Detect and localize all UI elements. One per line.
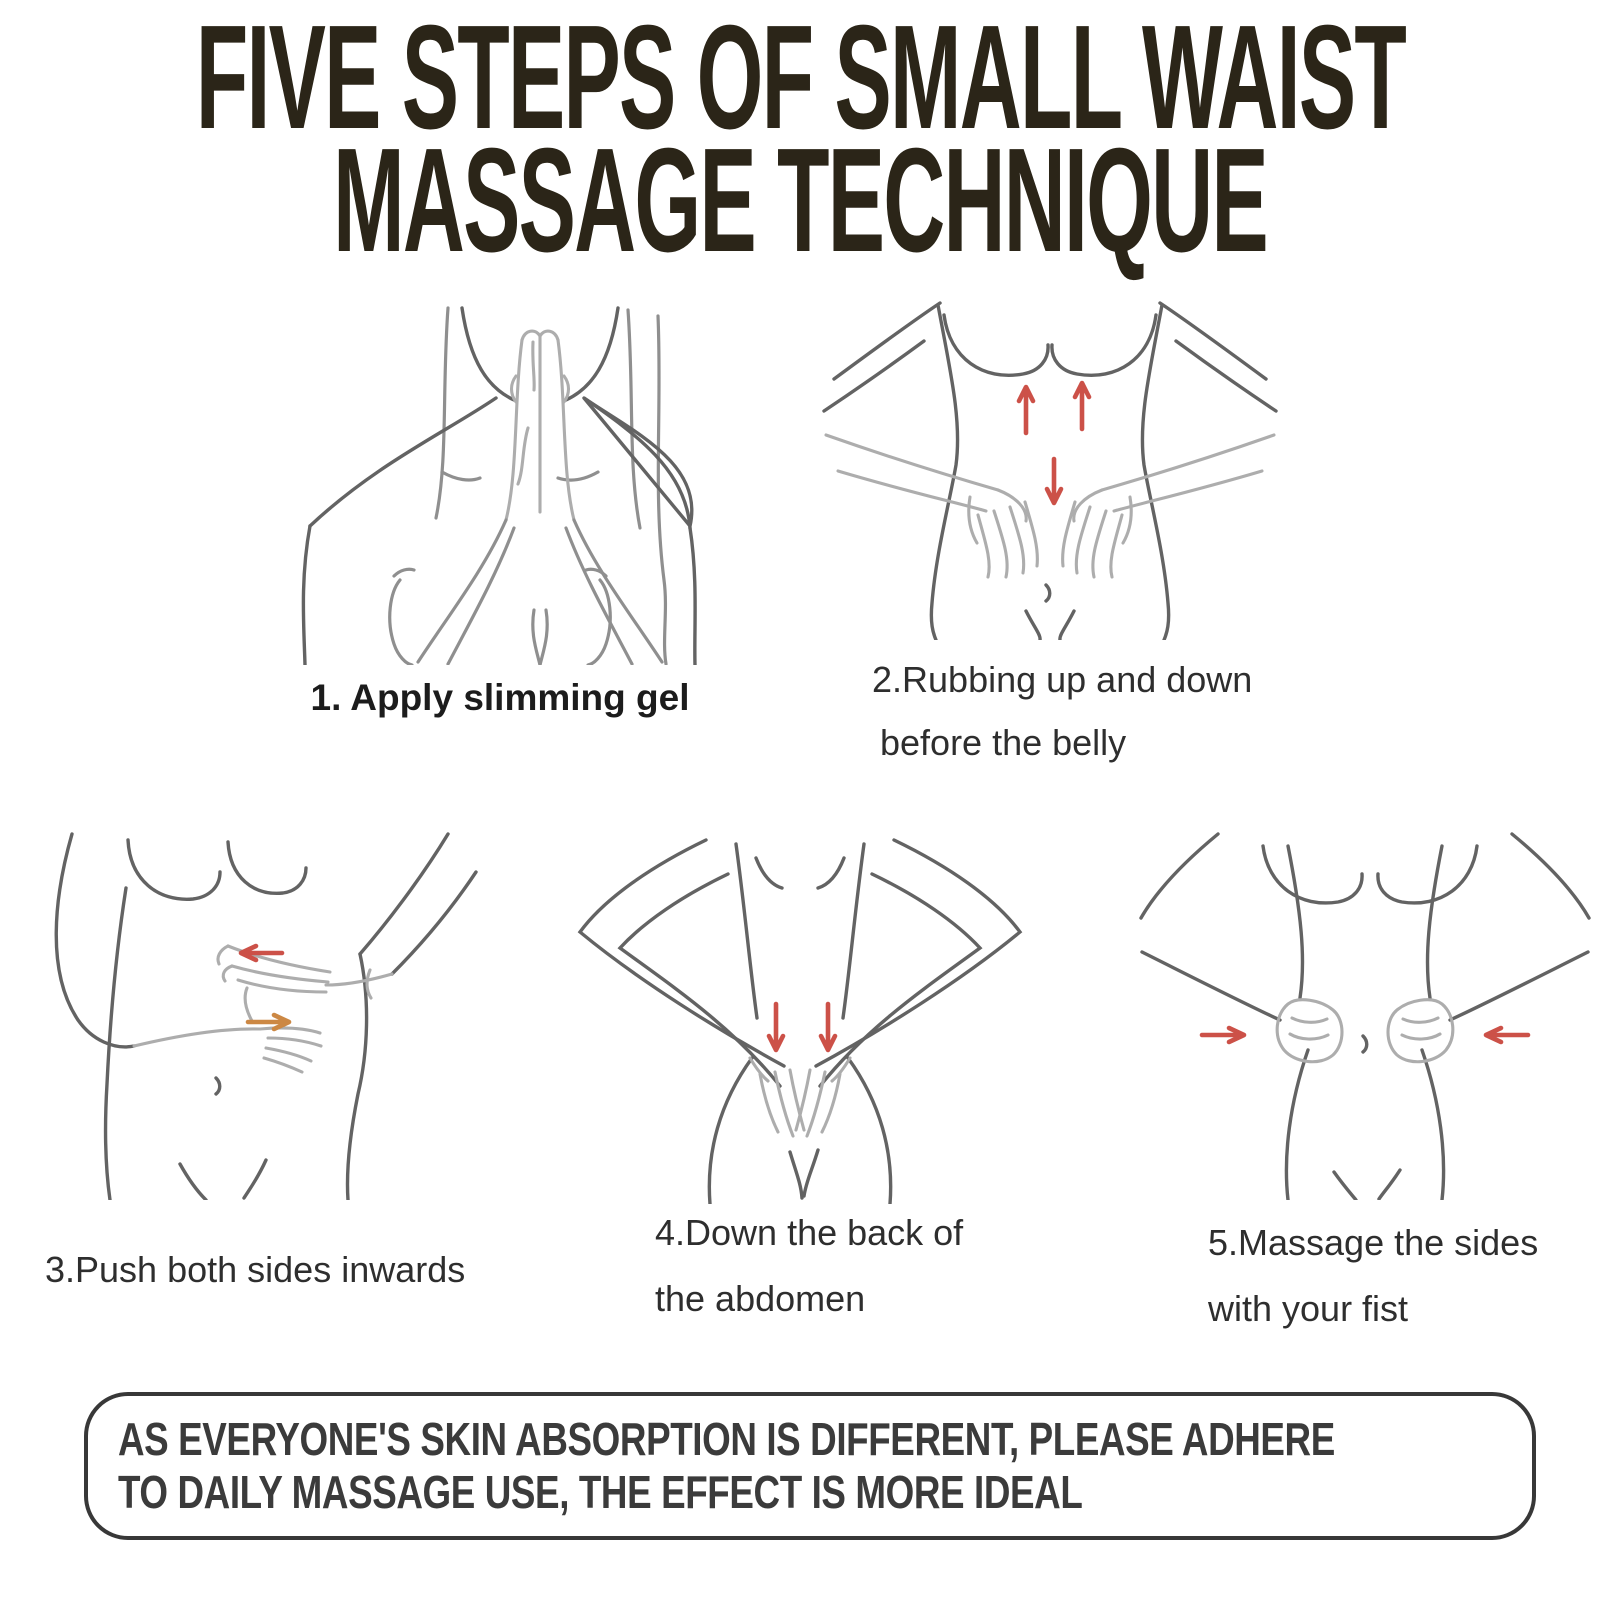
left-arrow-icon (1486, 1028, 1528, 1042)
up-arrow-icon (1019, 387, 1033, 433)
step-3-illustration (30, 822, 480, 1200)
usage-note-line-1: AS EVERYONE'S SKIN ABSORPTION IS DIFFERENT, PLEASE ADHERE (118, 1413, 1335, 1465)
woman-rubbing-belly-line-art (820, 285, 1280, 640)
woman-fist-massage-sides-line-art (1130, 822, 1600, 1200)
step-2-caption-line-1: 2.Rubbing up and down (872, 659, 1253, 700)
step-2-caption (872, 648, 1252, 774)
step-4-caption (655, 1200, 963, 1332)
woman-applying-gel-line-art (290, 280, 710, 665)
usage-note-box (84, 1392, 1536, 1540)
step-2-caption-line-2: before the belly (880, 722, 1127, 763)
usage-note-line-2: TO DAILY MASSAGE USE, THE EFFECT IS MORE IDEAL (118, 1466, 1083, 1518)
step-5-caption-line-1: 5.Massage the sides (1208, 1222, 1539, 1263)
step-3-caption-line: 3.Push both sides inwards (45, 1249, 466, 1290)
step-1-caption-line: 1. Apply slimming gel (310, 677, 690, 718)
up-arrow-icon (1075, 383, 1089, 429)
woman-pushing-sides-line-art (30, 822, 480, 1200)
step-4-caption-line-2: the abdomen (655, 1278, 866, 1319)
step-4-illustration (560, 822, 1040, 1204)
down-arrow-icon (821, 1004, 835, 1050)
down-arrow-icon (769, 1004, 783, 1050)
step-4-caption-line-1: 4.Down the back of (655, 1212, 964, 1253)
step-3-caption (45, 1238, 465, 1301)
page-title-line-2: MASSAGE TECHNIQUE (333, 118, 1267, 283)
step-5-illustration (1130, 822, 1600, 1200)
step-5-caption (1208, 1210, 1538, 1342)
step-1-illustration (290, 280, 710, 665)
woman-stroking-down-abdomen-line-art (560, 822, 1040, 1204)
step-5-caption-line-2: with your fist (1208, 1288, 1409, 1329)
down-arrow-icon (1047, 459, 1061, 503)
page-title-line-1: FIVE STEPS OF SMALL WAIST (195, 0, 1405, 160)
right-arrow-icon (1202, 1028, 1244, 1042)
step-2-illustration (820, 285, 1280, 640)
page-title (0, 0, 1600, 283)
step-1-caption (290, 666, 710, 729)
